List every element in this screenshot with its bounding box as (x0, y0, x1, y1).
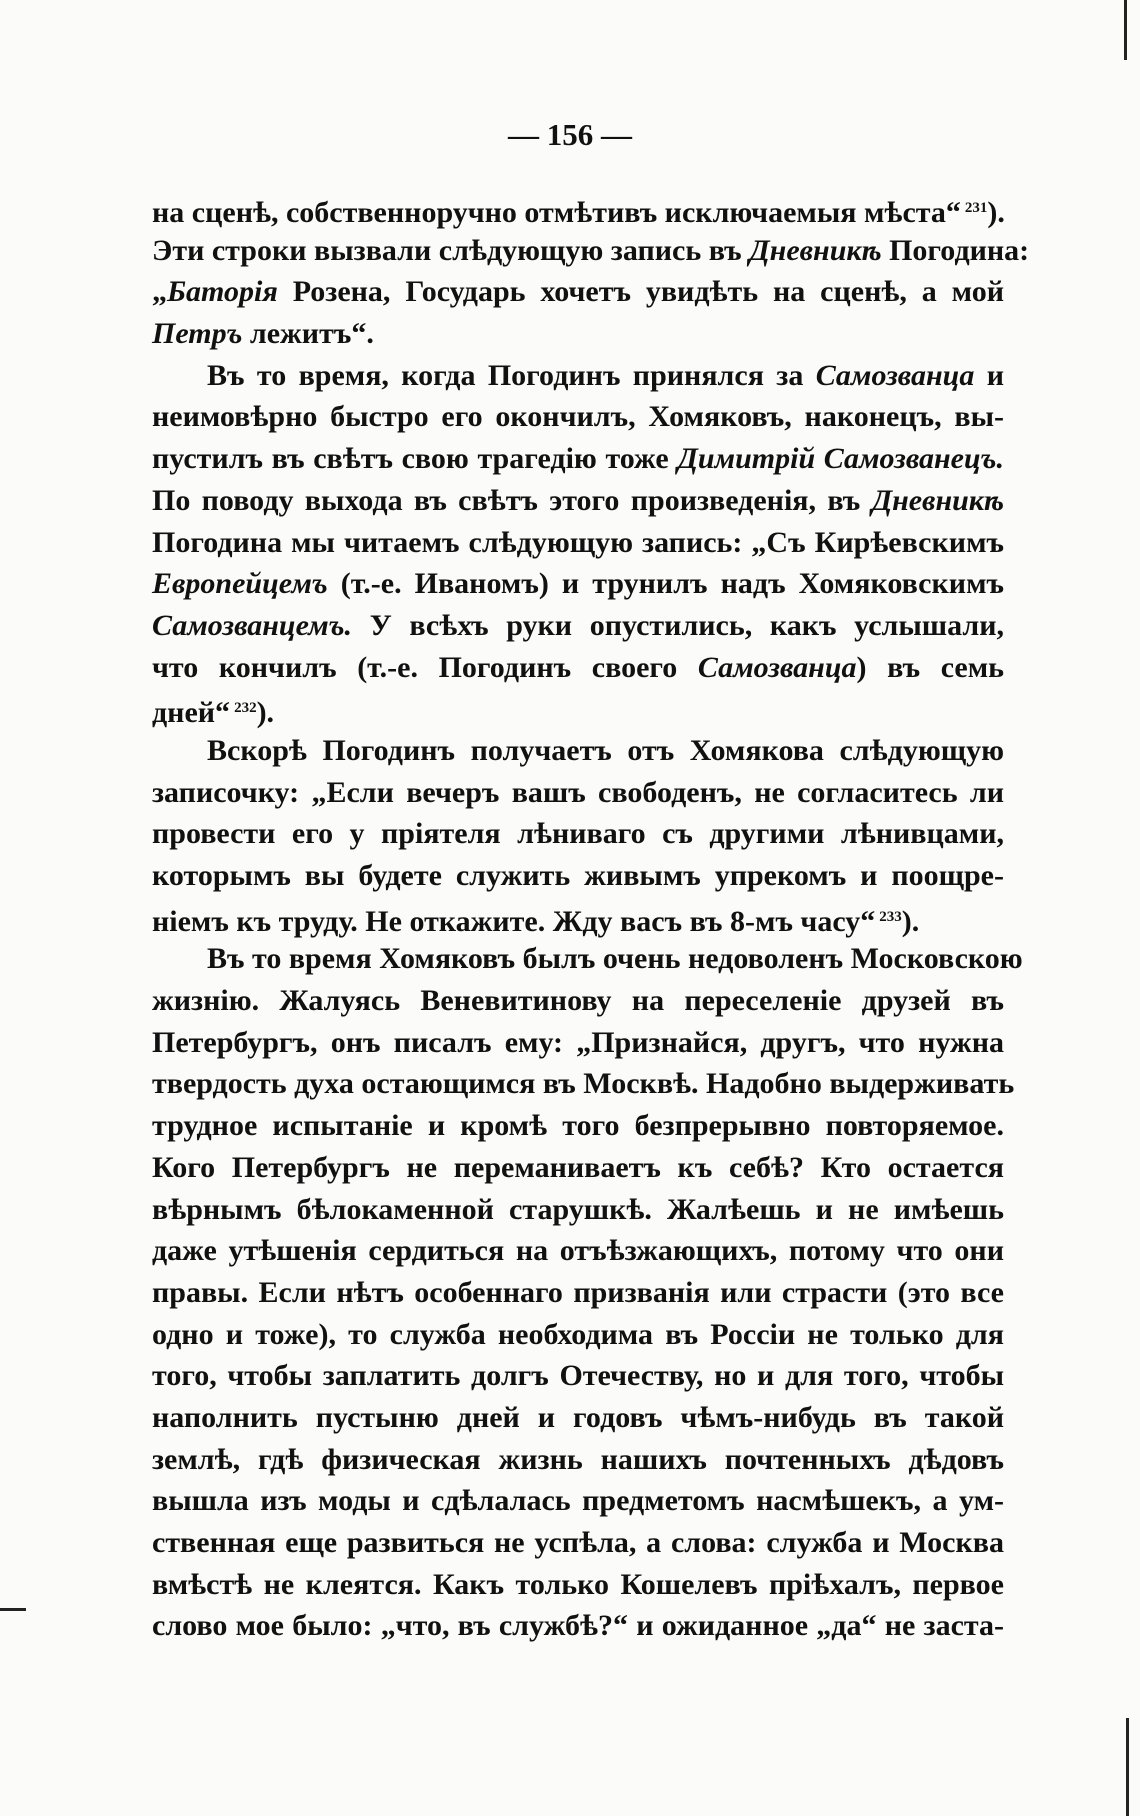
italic-title: Дневникѣ (871, 483, 1004, 517)
text-line (152, 813, 1004, 855)
text-line (152, 188, 1004, 230)
footnote-ref: 232 (234, 700, 257, 717)
text-run: Вскорѣ Погодинъ получаетъ отъ Хомякова слѣдующую (207, 733, 1004, 767)
text-run: что кончилъ (т.-е. Погодинъ своего (152, 650, 698, 684)
text-run: правы. Если нѣтъ особеннаго призванія или страсти (это все (152, 1275, 1004, 1309)
text-run: ). (901, 904, 920, 938)
text-run: У всѣхъ руки опустились, какъ услышали, (352, 608, 1004, 642)
footnote-ref: 233 (879, 908, 902, 925)
text-line (152, 313, 1004, 355)
italic-title: Петръ (152, 317, 243, 351)
text-run: того, чтобы заплатить долгъ Отечеству, но и для того, чтобы (152, 1359, 1004, 1393)
text-line (152, 647, 1004, 689)
text-run: ). (987, 196, 1005, 229)
text-line (152, 1230, 1004, 1272)
text-run: Кого Петербургъ не переманиваетъ къ себѣ? Кто остается (152, 1150, 1004, 1184)
text-run: Розена, Государь хочетъ увидѣть на сценѣ, а мой (277, 275, 1004, 309)
text-line (152, 396, 1004, 438)
text-run: Эти строки вызвали слѣдующую запись въ (152, 233, 750, 267)
text-run: которымъ вы будете служить живымъ упрекомъ и поощре- (152, 859, 1004, 892)
text-run: вѣрнымъ бѣлокаменной старушкѣ. Жалѣешь и не имѣешь (152, 1192, 1004, 1226)
text-run: землѣ, гдѣ физическая жизнь нашихъ почтенныхъ дѣдовъ (152, 1442, 1004, 1476)
text-line (152, 271, 1004, 313)
text-run: записочку: „Если вечеръ вашъ свободенъ, не согласитесь ли (152, 775, 1004, 809)
text-run: ). (256, 696, 275, 730)
text-line (152, 522, 1004, 564)
text-line (152, 1314, 1004, 1356)
text-line (152, 855, 1004, 897)
text-run: Погодина: (881, 233, 1030, 267)
text-line (152, 230, 1030, 272)
text-run: вмѣстѣ не клеятся. Какъ только Кошелевъ пріѣхалъ, первое (152, 1567, 1004, 1601)
italic-title: Самозванца (815, 358, 975, 392)
text-run: и (974, 358, 1004, 392)
text-run: трудное испытаніе и кромѣ того безпрерывно повторяемое. (152, 1109, 1004, 1143)
text-line (152, 1063, 1015, 1105)
text-line (152, 355, 1004, 397)
italic-title: Димитрій Самозванецъ. (677, 442, 1004, 476)
text-run: (т.-е. Иваномъ) и трунилъ надъ Хомяковскимъ (327, 567, 1004, 601)
text-run: ) въ семь (856, 650, 1004, 684)
page-edge-rule-bottom (1126, 1718, 1129, 1816)
italic-title: Самозванца (697, 650, 857, 684)
text-run: неимовѣрно быстро его окончилъ, Хомяковъ, наконецъ, вы- (152, 400, 1004, 434)
text-line (152, 563, 1004, 605)
margin-mark (0, 1608, 26, 1611)
text-line (152, 897, 1004, 939)
text-run: слово мое было: „что, въ службѣ?“ и ожиданное „да“ не заста- (152, 1609, 1004, 1643)
page-number: — 156 — (508, 117, 632, 152)
body-text (152, 188, 1030, 1647)
text-line (152, 1272, 1004, 1314)
text-line (152, 480, 1004, 522)
text-line (152, 1189, 1004, 1231)
text-line (152, 772, 1004, 814)
text-run: „ (152, 275, 167, 309)
italic-title: Самозванцемъ. (152, 608, 353, 642)
text-run: ніемъ къ труду. Не откажите. Жду васъ въ 8-мъ часу“ (152, 904, 876, 938)
text-line (152, 605, 1004, 647)
text-line (152, 438, 1004, 480)
footnote-ref: 231 (964, 200, 988, 216)
italic-title: Баторія (167, 275, 278, 309)
text-run: даже утѣшенія сердиться на отъѣзжающихъ, потому что они (152, 1234, 1004, 1268)
text-line (152, 1022, 1004, 1064)
text-line (152, 730, 1004, 772)
text-line (152, 1397, 1004, 1439)
text-run: Петербургъ, онъ писалъ ему: „Признайся, другъ, что нужна (152, 1025, 1004, 1059)
text-run: Въ то время, когда Погодинъ принялся за (207, 358, 816, 392)
text-line (152, 1605, 1004, 1647)
text-line (152, 938, 1023, 980)
text-run: пустилъ въ свѣтъ свою трагедію тоже (152, 442, 678, 476)
text-line (152, 1355, 1004, 1397)
text-line (152, 1564, 1004, 1606)
text-run: одно и тоже), то служба необходима въ Россіи не только для (152, 1317, 1004, 1351)
italic-title: Европейцемъ (152, 567, 328, 601)
text-line (152, 1147, 1004, 1189)
text-run: жизнію. Жалуясь Веневитинову на переселеніе друзей въ (152, 984, 1004, 1018)
italic-title: Дневникѣ (749, 233, 882, 267)
text-run: ственная еще развиться не успѣла, а слова: служба и Москва (152, 1526, 1004, 1559)
text-run: твердость духа остающимся въ Москвѣ. Надобно выдерживать (152, 1067, 1015, 1101)
text-line (152, 688, 1004, 730)
page-edge-rule (1124, 0, 1127, 60)
text-run: Погодина мы читаемъ слѣдующую запись: „Съ Кирѣевскимъ (152, 525, 1004, 559)
text-run: вышла изъ моды и сдѣлалась предметомъ насмѣшекъ, а ум- (152, 1484, 1004, 1518)
text-run: дней“ (152, 696, 231, 730)
text-line (152, 980, 1004, 1022)
text-run: провести его у пріятеля лѣниваго съ другими лѣнивцами, (152, 817, 1004, 851)
text-run: лежитъ“. (242, 317, 374, 351)
text-run: Въ то время Хомяковъ былъ очень недоволенъ Московскою (207, 942, 1023, 976)
text-run: По поводу выхода въ свѣтъ этого произведенія, въ (152, 483, 872, 517)
text-run: наполнить пустыню дней и годовъ чѣмъ-нибудь въ такой (152, 1400, 1004, 1434)
text-run: на сценѣ, собственноручно отмѣтивъ исключаемыя мѣста“ (152, 196, 961, 229)
text-line (152, 1480, 1004, 1522)
text-line (152, 1105, 1004, 1147)
text-line (152, 1522, 1004, 1564)
text-line (152, 1439, 1004, 1481)
